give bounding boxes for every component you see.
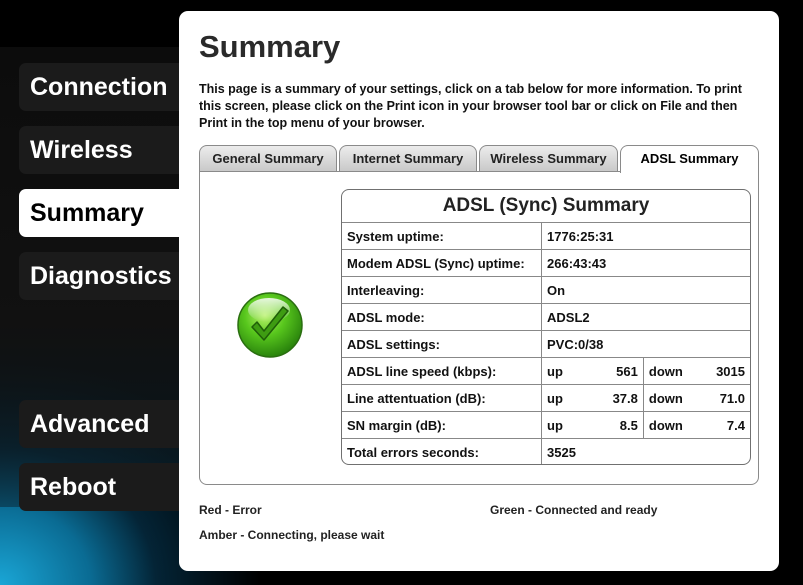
row-label: ADSL line speed (kbps): — [342, 358, 542, 385]
up-value: 8.5 — [589, 412, 643, 439]
table-row — [342, 439, 750, 466]
down-value: 71.0 — [691, 385, 750, 412]
down-value: 3015 — [691, 358, 750, 385]
page-title: Summary — [199, 29, 341, 64]
row-value: 266:43:43 — [542, 250, 751, 277]
table-row — [342, 304, 750, 331]
up-label: up — [542, 412, 590, 439]
row-label: SN margin (dB): — [342, 412, 542, 439]
tab-general-summary[interactable]: General Summary — [199, 145, 337, 171]
up-label: up — [542, 385, 590, 412]
row-label: Line attentuation (dB): — [342, 385, 542, 412]
green-check-icon — [236, 291, 304, 359]
tab-adsl-summary[interactable]: ADSL Summary — [620, 145, 759, 173]
sidebar-item-diagnostics[interactable]: Diagnostics — [19, 252, 179, 300]
row-value: PVC:0/38 — [542, 331, 751, 358]
row-label: ADSL settings: — [342, 331, 542, 358]
row-value: 1776:25:31 — [542, 223, 751, 250]
up-value: 37.8 — [589, 385, 643, 412]
row-value: ADSL2 — [542, 304, 751, 331]
down-label: down — [643, 385, 691, 412]
table-row — [342, 250, 750, 277]
adsl-summary-title: ADSL (Sync) Summary — [342, 190, 750, 223]
row-label: Interleaving: — [342, 277, 542, 304]
legend-green: Green - Connected and ready — [490, 503, 658, 517]
row-label: System uptime: — [342, 223, 542, 250]
sidebar-item-wireless[interactable]: Wireless — [19, 126, 179, 174]
tab-wireless-summary[interactable]: Wireless Summary — [479, 145, 618, 171]
adsl-sync-summary — [341, 189, 751, 465]
row-label: ADSL mode: — [342, 304, 542, 331]
table-row — [342, 385, 750, 412]
legend-amber: Amber - Connecting, please wait — [199, 528, 385, 542]
table-row — [342, 331, 750, 358]
down-value: 7.4 — [691, 412, 750, 439]
legend-red: Red - Error — [199, 503, 262, 517]
tab-internet-summary[interactable]: Internet Summary — [339, 145, 477, 171]
table-row — [342, 277, 750, 304]
row-label: Total errors seconds: — [342, 439, 542, 466]
down-label: down — [643, 412, 691, 439]
table-row — [342, 223, 750, 250]
table-row — [342, 358, 750, 385]
sidebar-item-summary[interactable]: Summary — [19, 189, 179, 237]
adsl-summary-table — [342, 223, 750, 465]
row-label: Modem ADSL (Sync) uptime: — [342, 250, 542, 277]
row-value: 3525 — [547, 444, 576, 460]
up-value: 561 — [589, 358, 643, 385]
down-label: down — [643, 358, 691, 385]
sidebar-item-reboot[interactable]: Reboot — [19, 463, 179, 511]
sidebar-item-advanced[interactable]: Advanced — [19, 400, 179, 448]
sidebar-item-connection[interactable]: Connection — [19, 63, 179, 111]
row-value: On — [542, 277, 751, 304]
up-label: up — [542, 358, 590, 385]
intro-text: This page is a summary of your settings, click on a tab below for more information. To print this screen, please click on the Print icon in your browser tool bar or click on File and then Print in the top menu of your browser. — [199, 82, 742, 130]
main-panel — [179, 11, 779, 571]
table-row — [342, 412, 750, 439]
tab-content — [199, 171, 759, 485]
